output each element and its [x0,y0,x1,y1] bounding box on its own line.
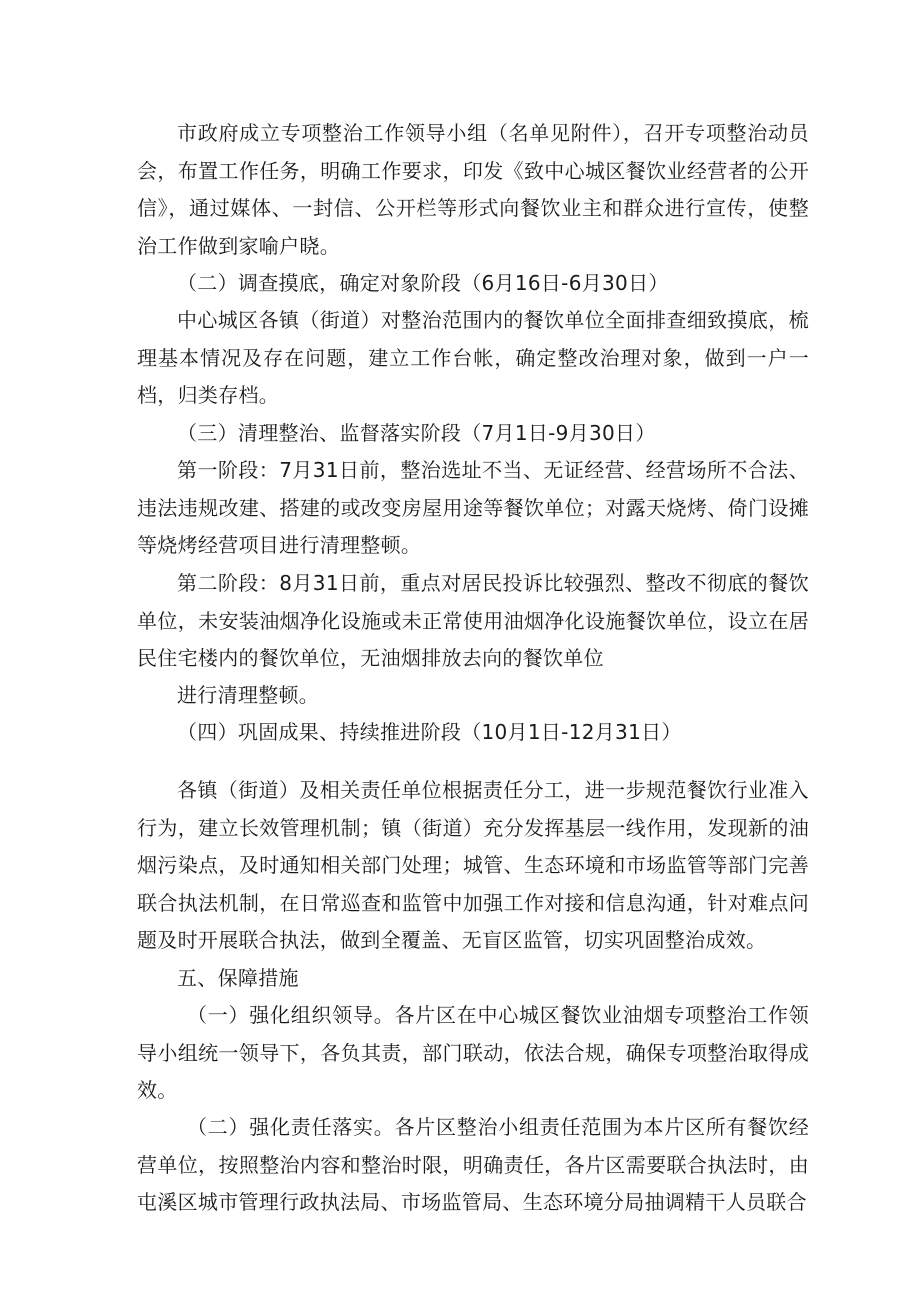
heading-consolidation-stage: （四）巩固成果、持续推进阶段（10月1日-12月31日） [177,720,682,744]
paragraph-phase-one: 第一阶段：7月31日前，整治选址不当、无证经营、经营场所不合法、违法违规改建、搭建的或改变房屋用途等餐饮单位；对露天烧烤、倚门设摊等烧烤经营项目进行清理整顿。 [137,458,809,557]
paragraph-phase-two-continuation: 进行清理整顿。 [177,683,320,707]
paragraph-responsibility: （二）强化责任落实。各片区整治小组责任范围为本片区所有餐饮经营单位，按照整治内容和整治时限，明确责任，各片区需要联合执法时，由屯溪区城市管理行政执法局、市场监管局、生态环境分局抽调精干人员联合 [137,1115,809,1214]
heading-rectification-stage: （三）清理整治、监督落实阶段（7月1日-9月30日） [177,421,656,445]
heading-investigation-stage: （二）调查摸底，确定对象阶段（6月16日-6月30日） [177,271,669,295]
paragraph-consolidation: 各镇（街道）及相关责任单位根据责任分工，进一步规范餐饮行业准入行为，建立长效管理机制；镇（街道）充分发挥基层一线作用，发现新的油烟污染点，及时通知相关部门处理；城管、生态环境和市场监管等部门完善联合执法机制，在日常巡查和监管中加强工作对接和信息沟通，针对难点问题及时开展联合执法，做到全覆盖、无盲区监管，切实巩固整治成效。 [137,778,809,952]
heading-safeguard-measures: 五、保障措施 [177,966,299,990]
paragraph-leadership-group: 市政府成立专项整治工作领导小组（名单见附件），召开专项整治动员会，布置工作任务，明确工作要求，印发《致中心城区餐饮业经营者的公开信》，通过媒体、一封信、公开栏等形式向餐饮业主和群众进行宣传，使整治工作做到家喻户晓。 [137,121,809,258]
paragraph-investigation: 中心城区各镇（街道）对整治范围内的餐饮单位全面排查细致摸底，梳理基本情况及存在问题，建立工作台帐，确定整改治理对象，做到一户一档，归类存档。 [137,308,809,407]
paragraph-phase-two: 第二阶段：8月31日前，重点对居民投诉比较强烈、整改不彻底的餐饮单位，未安装油烟净化设施或未正常使用油烟净化设施餐饮单位，设立在居民住宅楼内的餐饮单位，无油烟排放去向的餐饮单位 [137,571,809,670]
paragraph-organization-leadership: （一）强化组织领导。各片区在中心城区餐饮业油烟专项整治工作领导小组统一领导下，各负其责，部门联动，依法合规，确保专项整治取得成效。 [137,1003,809,1102]
